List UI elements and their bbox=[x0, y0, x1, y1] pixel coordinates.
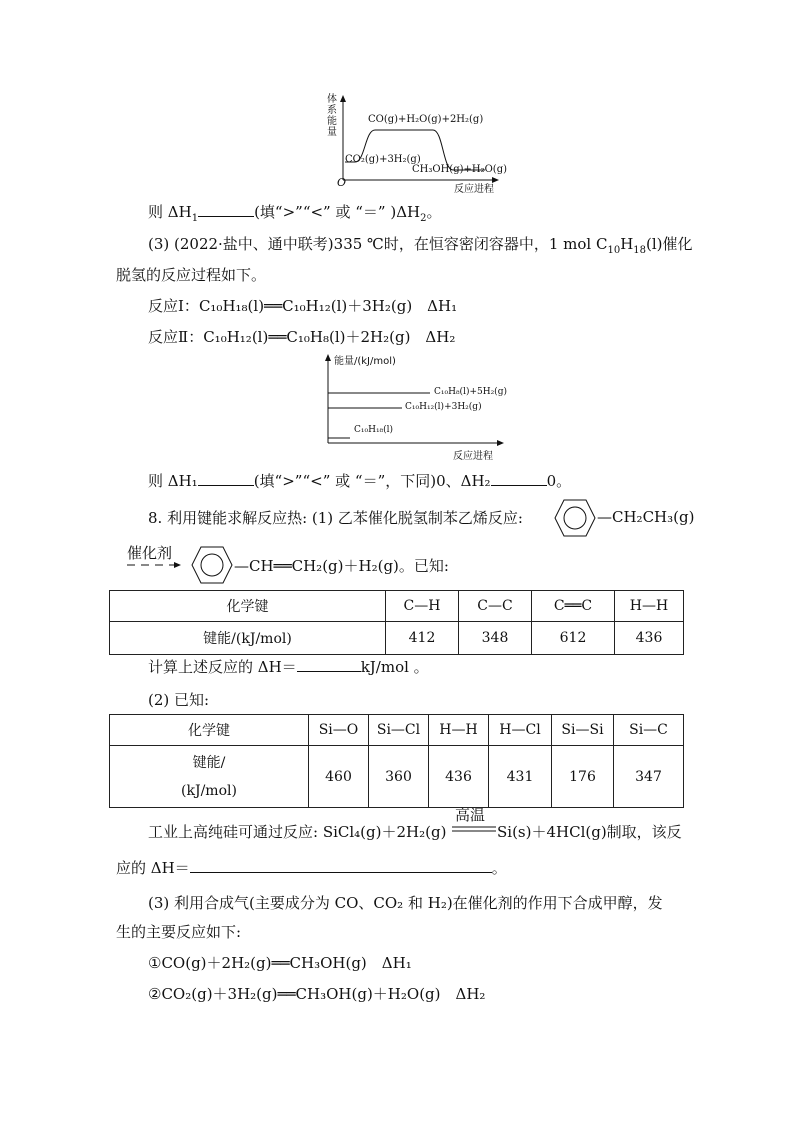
answer-blank-5[interactable] bbox=[190, 858, 492, 873]
table2-row-label: 键能/ (kJ/mol) bbox=[110, 746, 309, 808]
diagram2-level-mid: C₁₀H₁₂(l)+3H₂(g) bbox=[405, 402, 482, 412]
diagram1-right-level: CH₃OH(g)+H₂O(g) bbox=[412, 164, 508, 175]
diagram1-left-level: CO₂(g)+3H₂(g) bbox=[345, 154, 421, 165]
q8-3-line-2: 生的主要反应如下: bbox=[116, 923, 242, 941]
table2-cell: 360 bbox=[369, 746, 429, 808]
answer-blank-4[interactable] bbox=[297, 657, 361, 672]
q8-3-line-1: (3) 利用合成气(主要成分为 CO、CO₂ 和 H₂)在催化剂的作用下合成甲醇，发 bbox=[148, 894, 663, 912]
diagram1-x-axis-label: 反应进程 bbox=[454, 184, 494, 195]
catalyst-label: 催化剂 bbox=[127, 544, 173, 562]
condition-label: 高温 bbox=[455, 806, 486, 824]
table2-header: 化学键 bbox=[110, 715, 309, 746]
diagram2-level-top: C₁₀H₈(l)+5H₂(g) bbox=[434, 387, 507, 397]
bond-energy-table-2 bbox=[109, 714, 684, 808]
table1-cell: 348 bbox=[459, 622, 532, 655]
compare-question-1: 则 $\Delta H_1$ (填“>”“<” 或 “＝” )$\Delta H_2$。 bbox=[148, 203, 442, 224]
benzene-ring-icon bbox=[553, 498, 597, 538]
q8-2-line-1a: 工业上高纯硅可通过反应: SiCl₄(g)＋2H₂(g) bbox=[148, 823, 447, 841]
answer-blank-3[interactable] bbox=[491, 471, 547, 486]
q3-line-2: 脱氢的反应过程如下。 bbox=[116, 266, 267, 284]
diagram1-upper-level: CO(g)+H₂O(g)+2H₂(g) bbox=[368, 114, 484, 125]
diagram1-origin: O bbox=[337, 176, 347, 189]
diagram2-y-axis-label: 能量/(kJ/mol) bbox=[334, 356, 396, 367]
diagram1-y-axis-label: 体系能量 bbox=[327, 94, 337, 138]
q8-intro: 8. 利用键能求解反应热: (1) 乙苯催化脱氢制苯乙烯反应: bbox=[148, 509, 523, 527]
table2-header: Si—C bbox=[614, 715, 684, 746]
q8-2-label: (2) 已知: bbox=[148, 691, 210, 709]
table1-header: C══C bbox=[532, 591, 615, 622]
table1-header: 化学键 bbox=[110, 591, 386, 622]
table2-header: Si—Cl bbox=[369, 715, 429, 746]
table1-header: C—C bbox=[459, 591, 532, 622]
diagram2-level-bottom: C₁₀H₁₈(l) bbox=[354, 425, 394, 435]
table2-cell: 431 bbox=[489, 746, 552, 808]
table2-cell: 436 bbox=[429, 746, 489, 808]
reaction-2: 反应Ⅱ：C₁₀H₁₂(l)══C₁₀H₈(l)＋2H₂(g) ΔH₂ bbox=[148, 328, 456, 346]
benzene-ring-icon bbox=[190, 545, 234, 585]
q3-line-1: (3) (2022·盐中、通中联考)335 ℃时，在恒容密闭容器中，1 mol $C_{10}H_{18}(l)$催化 bbox=[148, 235, 693, 256]
q8-2-line-2: 应的 ΔH＝ 。 bbox=[116, 859, 507, 877]
table2-cell: 176 bbox=[552, 746, 614, 808]
q8-2-line-1b: Si(s)＋4HCl(g)制取，该反 bbox=[497, 823, 682, 841]
answer-blank-2[interactable] bbox=[198, 471, 254, 486]
diagram2-x-axis-label: 反应进程 bbox=[453, 451, 493, 462]
table2-cell: 347 bbox=[614, 746, 684, 808]
product-group: —CH══CH₂(g)＋H₂(g)。已知: bbox=[234, 557, 449, 575]
q8-calc: 计算上述反应的 ΔH＝ kJ/mol 。 bbox=[148, 658, 429, 676]
reaction-1: 反应Ⅰ：C₁₀H₁₈(l)══C₁₀H₁₂(l)＋3H₂(g) ΔH₁ bbox=[148, 297, 458, 315]
equation-2: ②CO₂(g)＋3H₂(g)══CH₃OH(g)＋H₂O(g) ΔH₂ bbox=[148, 985, 486, 1003]
table1-header: C—H bbox=[386, 591, 459, 622]
table2-header: H—H bbox=[429, 715, 489, 746]
table2-header: Si—Si bbox=[552, 715, 614, 746]
energy-diagram-1 bbox=[325, 92, 508, 192]
table1-cell: 612 bbox=[532, 622, 615, 655]
equilibrium-sign bbox=[452, 824, 496, 834]
table1-row-label: 键能/(kJ/mol) bbox=[110, 622, 386, 655]
table1-cell: 436 bbox=[615, 622, 684, 655]
table2-cell: 460 bbox=[309, 746, 369, 808]
reactant-group: —CH₂CH₃(g) bbox=[597, 508, 695, 526]
bond-energy-table-1 bbox=[109, 590, 684, 655]
equation-1: ①CO(g)＋2H₂(g)══CH₃OH(g) ΔH₁ bbox=[148, 954, 412, 972]
answer-blank-1[interactable] bbox=[198, 202, 254, 217]
reaction-arrow bbox=[125, 560, 185, 570]
table2-header: H—Cl bbox=[489, 715, 552, 746]
table1-header: H—H bbox=[615, 591, 684, 622]
table1-cell: 412 bbox=[386, 622, 459, 655]
table2-header: Si—O bbox=[309, 715, 369, 746]
compare-question-2: 则 ΔH₁ (填“>”“<” 或 “＝”，下同)0、ΔH₂ 0。 bbox=[148, 472, 572, 490]
